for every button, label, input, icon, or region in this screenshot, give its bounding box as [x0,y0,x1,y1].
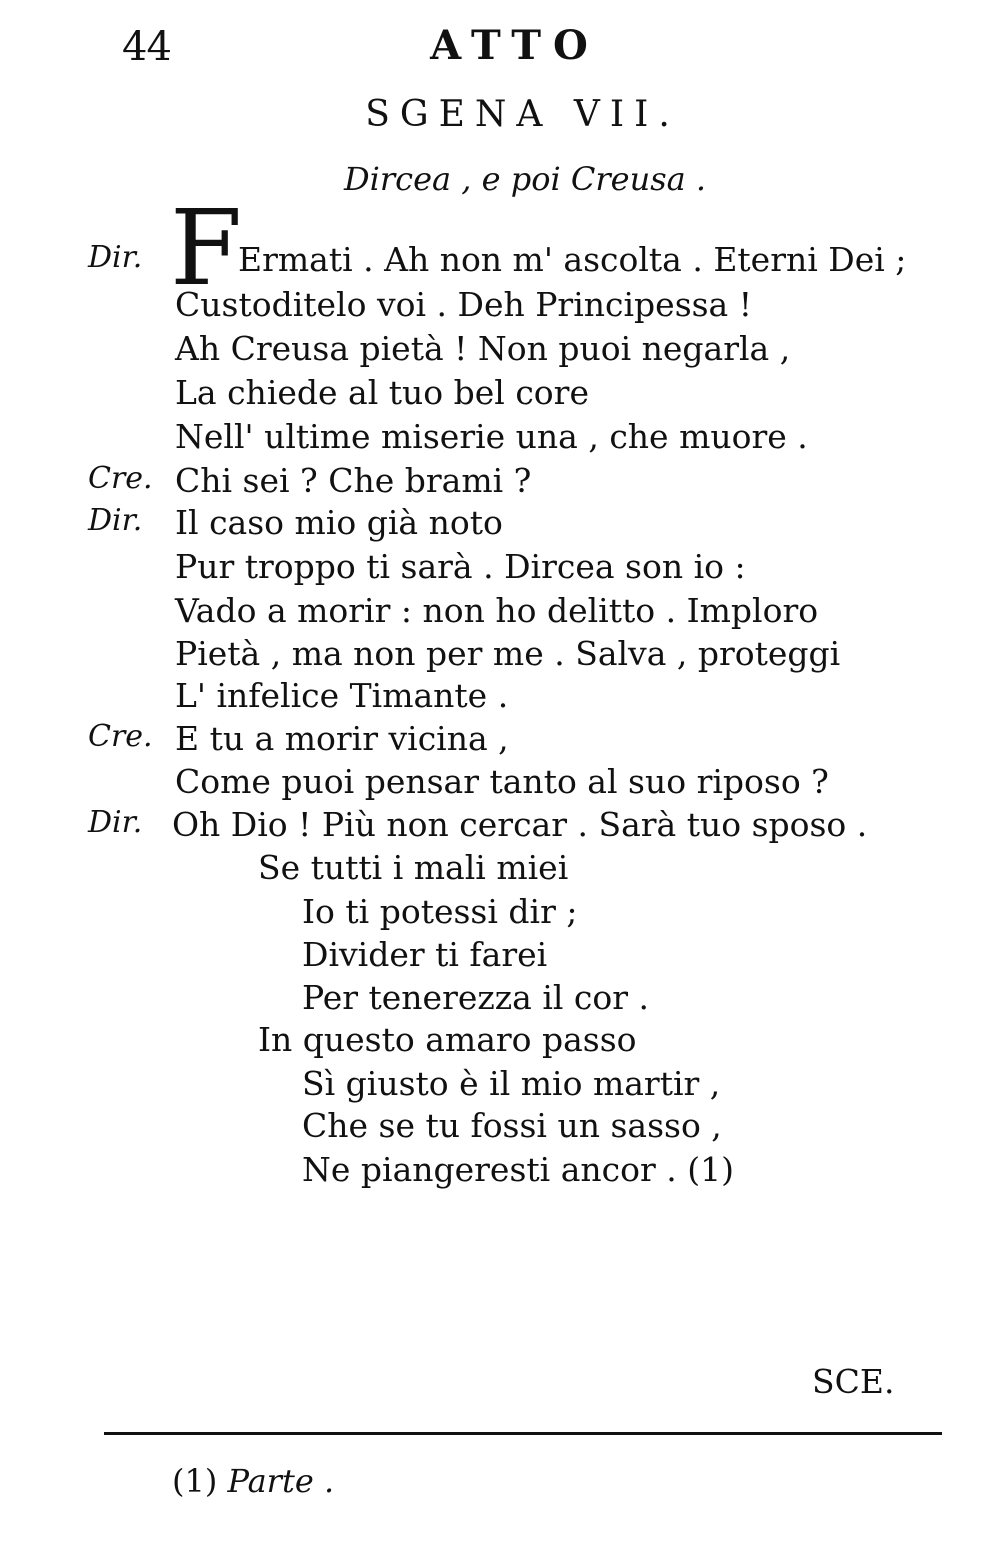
verse-line: Nell' ultime miserie una , che muore . [175,417,808,456]
aria-line: Se tutti i mali miei [258,848,569,887]
speaker-label: Cre. [88,719,153,754]
verse-line: Come puoi pensar tanto al suo riposo ? [175,762,829,801]
verse-line: Il caso mio già noto [175,503,503,542]
verse-line: La chiede al tuo bel core [175,373,589,412]
scene-title: SGENA VII. [365,94,680,135]
speaker-label: Dir. [88,503,143,538]
act-title: ATTO [430,22,600,69]
drop-cap: F [170,187,243,309]
verse-line: Pur troppo ti sarà . Dircea son io : [175,547,746,586]
verse-line: Chi sei ? Che brami ? [175,461,532,500]
speaker-label: Dir. [88,240,143,275]
footnote-marker: (1) [172,1462,218,1500]
aria-line: Io ti potessi dir ; [302,892,578,931]
catchword: SCE. [812,1362,895,1401]
footnote [172,1462,334,1500]
aria-line: Per tenerezza il cor . [302,978,650,1017]
footnote-divider [104,1432,942,1435]
verse-line: Oh Dio ! Più non cercar . Sarà tuo sposo . [172,805,868,844]
page-number: 44 [122,24,171,70]
aria-line: Sì giusto è il mio martir , [302,1064,721,1103]
speaker-label: Cre. [88,461,153,496]
aria-line: Che se tu fossi un sasso , [302,1106,722,1145]
verse-line: Ermati . Ah non m' ascolta . Eterni Dei ; [238,240,907,279]
verse-line: L' infelice Timante . [175,676,509,715]
verse-line: Pietà , ma non per me . Salva , proteggi [175,634,841,673]
verse-line: Ah Creusa pietà ! Non puoi negarla , [175,329,791,368]
verse-line: Custoditelo voi . Deh Principessa ! [175,285,752,324]
verse-line: Vado a morir : non ho delitto . Imploro [175,591,819,630]
aria-line: Ne piangeresti ancor . (1) [302,1150,734,1189]
scene-characters: Dircea , e poi Creusa . [343,160,707,198]
verse-line: E tu a morir vicina , [175,719,509,758]
aria-line: Divider ti farei [302,935,548,974]
footnote-text: Parte . [227,1462,335,1500]
speaker-label: Dir. [88,805,143,840]
aria-line: In questo amaro passo [258,1020,637,1059]
